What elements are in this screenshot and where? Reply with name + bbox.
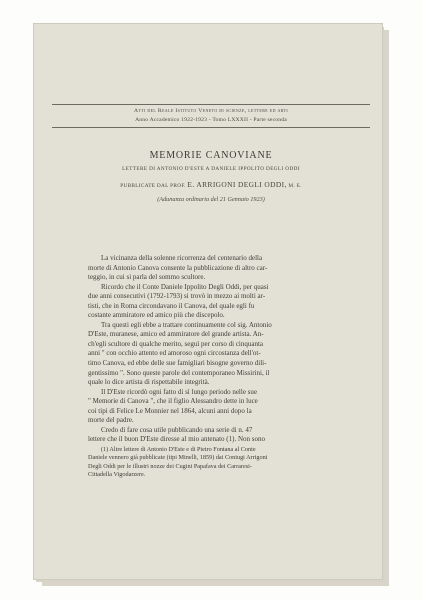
body-line: coi tipi di Felice Le Monnier nel 1864, alcuni anni dopo la — [88, 406, 252, 415]
body-line: costante ammiratore ed amico più che discepolo. — [88, 311, 225, 320]
body-line: ch'egli scultore di qualche merito, seguì per corso di cinquanta — [88, 339, 264, 348]
body-line: due anni consecutivi (1792-1793) si trovò in mezzo ai molti ar- — [88, 292, 266, 301]
body-line: quale lo dice artista di rispettabile integrità. — [88, 378, 210, 387]
header-top-rule — [52, 104, 370, 105]
body-line: lettere che il buon D'Este diresse al mio antenato (1). Non sono — [88, 435, 265, 444]
body-line: " Memorie di Canova ", che il figlio Alessandro dette in luce — [88, 397, 258, 406]
published-prefix: PUBBLICATE DAL PROF. — [120, 183, 186, 189]
footnote-line: Cittadella Vigodarzere. — [88, 471, 146, 479]
document-subtitle: LETTERE DI ANTONIO D'ESTE A DANIELE IPPOLITO DEGLI ODDI — [122, 166, 300, 172]
body-line: Ricordo che il Conte Daniele Ippolito Degli Oddi, per quasi — [101, 282, 269, 291]
footnote-line: Degli Oddi per le illustri nozze dei Cugini Papafava dei Carraresi- — [88, 462, 252, 470]
publication-credit — [52, 180, 370, 189]
document-title: MEMORIE CANOVIANE — [149, 150, 273, 161]
header-line-2: Anno Accademico 1922-1923 - Tomo LXXXII - Parte seconda — [135, 117, 287, 123]
footnote-line: (1) Altre lettere di Antonio D'Este e di Pietro Fontana al Conte — [101, 446, 256, 453]
session-note: (Adunanza ordinaria del 21 Gennaio 1923) — [157, 196, 265, 203]
body-line: D'Este, muranese, amico ed ammiratore del grande artista. An- — [88, 330, 264, 339]
body-line: anni " con occhio attento ed amoroso ogni circostanza dell'ot- — [88, 349, 261, 358]
footnote-line: Daniele vennero già pubblicate (tipi Minelli, 1859) dai Coniugi Arrigoni — [88, 454, 268, 462]
body-line: La vicinanza della solenne ricorrenza del centenario della — [101, 254, 263, 262]
body-line: morte di Antonio Canova consente la pubblicazione di altro car- — [88, 263, 268, 272]
body-text — [88, 254, 350, 445]
body-line: Il D'Este ricordò ogni fatto di sì lungo periodo nelle sue — [101, 387, 258, 396]
header-bottom-rule — [52, 127, 370, 128]
body-line: Tra questi egli ebbe a trattare continuamente col sig. Antonio — [101, 320, 272, 329]
author-suffix: M. E. — [288, 183, 302, 189]
body-line: gentissimo ". Sono queste parole del contemporaneo Missirini, il — [88, 368, 270, 377]
footnote — [88, 446, 350, 480]
body-line: timo Canova, ed ebbe delle sue famigliari bisogne governo dili- — [88, 359, 267, 368]
body-line: Credo di fare cosa utile pubblicando una serie di n. 47 — [101, 425, 253, 434]
author-name: E. ARRIGONI DEGLI ODDI, — [187, 180, 287, 189]
body-line: morte del padre. — [88, 416, 134, 425]
body-line: teggio, in cui si parla del sommo scultore. — [88, 273, 206, 282]
body-line: tisti, che in Roma circondavano il Canova, del quale egli fu — [88, 301, 255, 310]
header-line-1: Atti del Reale Istituto Veneto di scienze, lettere ed arti — [133, 108, 289, 114]
